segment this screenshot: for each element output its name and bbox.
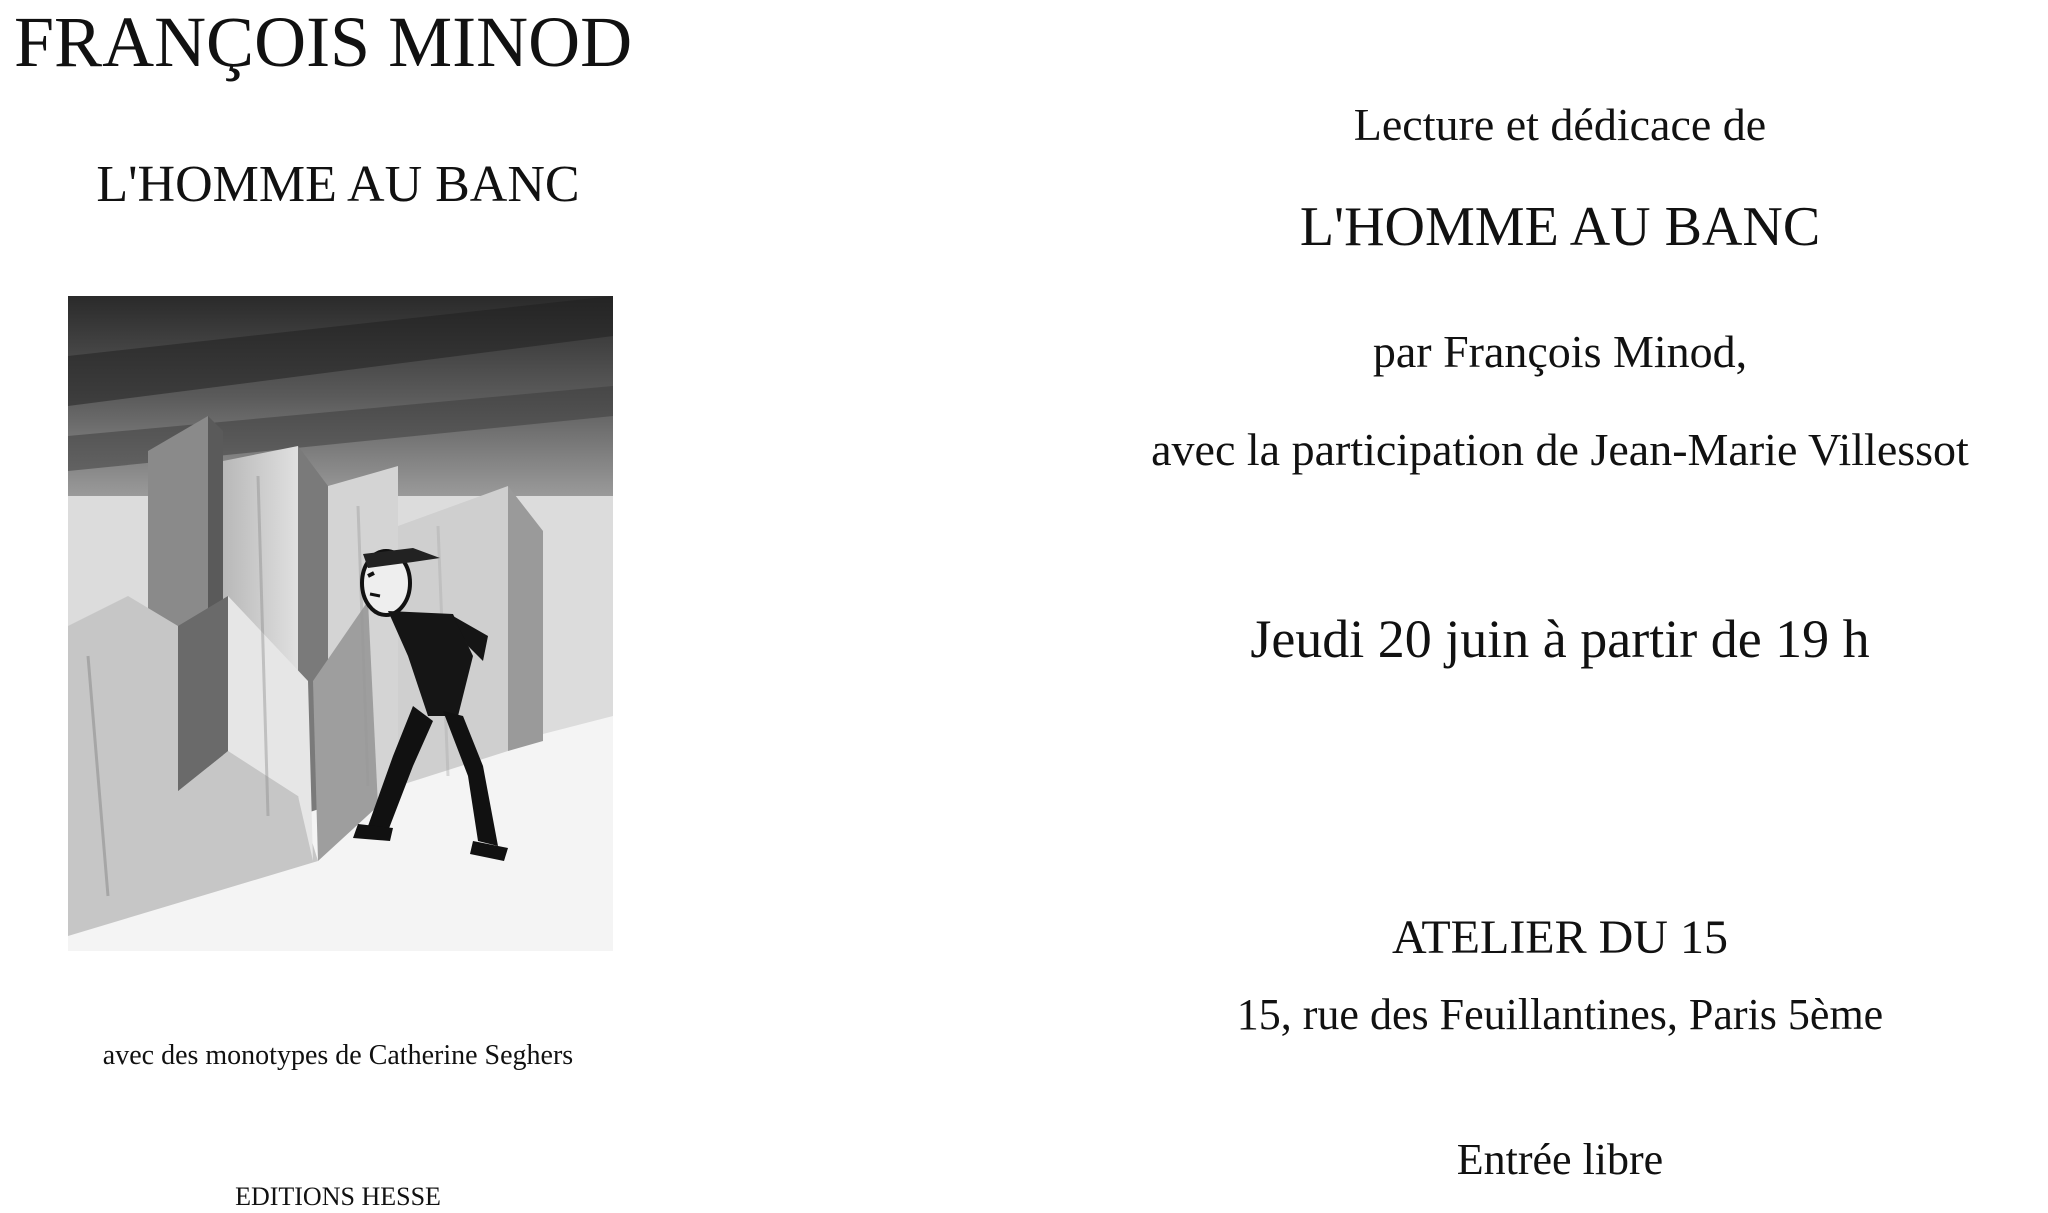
cover-caption: avec des monotypes de Catherine Seghers — [102, 1040, 574, 1071]
invitation-address: 15, rue des Feuillantines, Paris 5ème — [1236, 990, 1884, 1039]
invitation-date: Jeudi 20 juin à partir de 19 h — [1250, 609, 1870, 669]
cover-title: L'HOMME AU BANC — [96, 156, 580, 213]
invitation-venue: ATELIER DU 15 — [1392, 911, 1728, 964]
invitation-entry: Entrée libre — [1456, 1135, 1664, 1184]
invitation-title: L'HOMME AU BANC — [1299, 196, 1821, 258]
invitation-intro: Lecture et dédicace de — [1353, 99, 1767, 150]
monotype-illustration — [68, 296, 613, 951]
invitation-participation: avec la participation de Jean-Marie Villessot — [1151, 424, 1969, 475]
invitation-author: par François Minod, — [1372, 326, 1748, 377]
cover-publisher: EDITIONS HESSE — [235, 1182, 441, 1211]
monotype-image — [68, 296, 613, 951]
cover-author: FRANÇOIS MINOD — [14, 2, 633, 82]
